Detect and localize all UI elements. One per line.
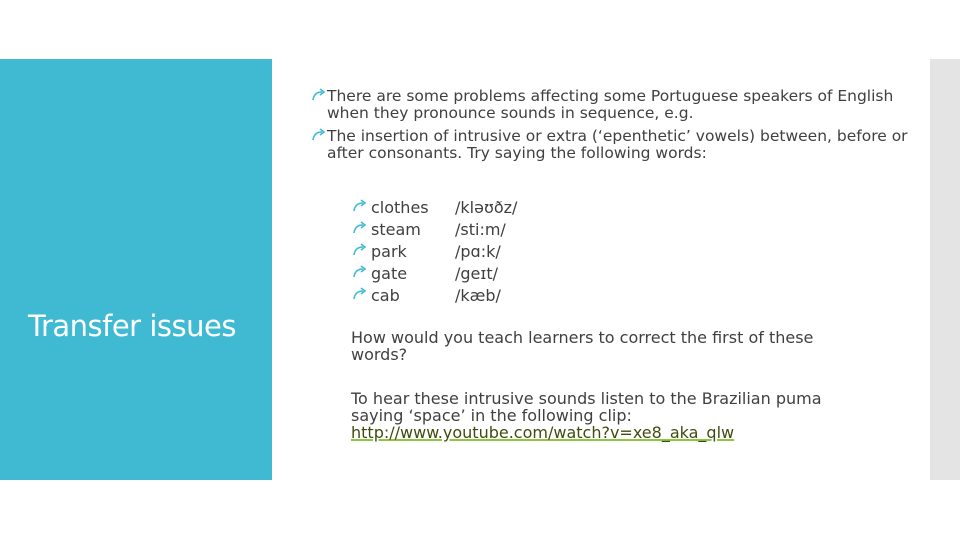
slide-title: Transfer issues [28, 309, 236, 343]
word-text: park [371, 242, 407, 261]
ipa-transcription: /geɪt/ [455, 264, 498, 283]
word-text: clothes [371, 198, 429, 217]
word-item [349, 285, 400, 307]
curved-arrow-icon [312, 88, 326, 105]
clip-paragraph [351, 390, 871, 441]
curved-arrow-icon [353, 287, 367, 304]
curved-arrow-icon [353, 221, 367, 238]
ipa-transcription: /pɑ:k/ [455, 242, 501, 261]
ipa-transcription: /kæb/ [455, 286, 501, 305]
word-text: cab [371, 286, 400, 305]
ipa-transcription: /kləʊðz/ [455, 198, 518, 217]
curved-arrow-icon [353, 199, 367, 216]
word-text: steam [371, 220, 421, 239]
youtube-link[interactable]: http://www.youtube.com/watch?v=xe8_aka_qlw [351, 423, 735, 442]
right-sidebar [930, 59, 960, 480]
word-text: gate [371, 264, 408, 283]
bullet-text: The insertion of intrusive or extra (‘epenthetic’ vowels) between, before or after consonants. Try saying the following words: [327, 127, 908, 162]
word-item [349, 219, 421, 241]
curved-arrow-icon [353, 265, 367, 282]
word-item [349, 263, 407, 285]
word-item [349, 197, 429, 219]
bullet-item [312, 88, 912, 122]
question-text: How would you teach learners to correct the first of these words? [351, 328, 814, 364]
title-panel [0, 59, 272, 480]
curved-arrow-icon [312, 128, 326, 145]
clip-text: To hear these intrusive sounds listen to the Brazilian puma saying ‘space’ in the following clip: [351, 389, 822, 425]
bullet-list [312, 88, 912, 168]
bullet-text: There are some problems affecting some Portuguese speakers of English when they pronounce sounds in sequence, e.g. [327, 87, 894, 122]
ipa-transcription: /sti:m/ [455, 220, 506, 239]
bullet-item [312, 128, 912, 162]
curved-arrow-icon [353, 243, 367, 260]
word-item [349, 241, 407, 263]
